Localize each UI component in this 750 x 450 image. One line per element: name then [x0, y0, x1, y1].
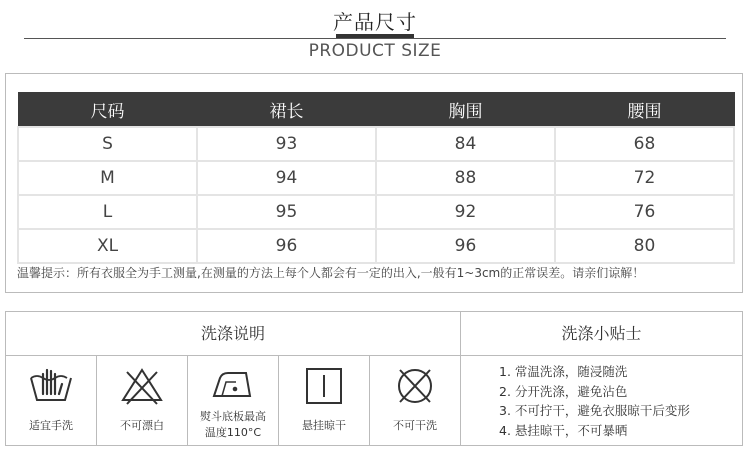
- table-cell: 68: [555, 127, 734, 161]
- table-cell: S: [18, 127, 197, 161]
- column-header-bust: 胸围: [376, 93, 555, 128]
- list-item: 3. 不可拧干，避免衣服晾干后变形: [499, 403, 690, 418]
- care-label: 熨斗底板最高: [200, 410, 266, 423]
- table-row: [18, 195, 734, 229]
- care-label: 适宜手洗: [29, 419, 73, 432]
- table-cell: 96: [376, 229, 555, 263]
- no-bleach-icon: [119, 364, 165, 408]
- washing-tips-list: [499, 362, 690, 440]
- list-item: 2. 分开洗涤，避免沾色: [499, 383, 628, 399]
- table-cell: XL: [18, 229, 197, 263]
- no-dry-clean-icon: [392, 364, 438, 408]
- column-header-waist: 腰围: [555, 93, 734, 128]
- size-table-header: [18, 93, 734, 128]
- column-header-length: 裙长: [197, 93, 376, 128]
- care-item-iron: [188, 356, 279, 445]
- table-cell: L: [18, 195, 197, 229]
- measurement-note: 温馨提示：所有衣服全为手工测量,在测量的方法上每个人都会有一定的出入,一般有1~3cm的正常误差。请亲们谅解！: [17, 266, 645, 280]
- care-label: 温度110°C: [204, 426, 262, 439]
- washing-panel: [5, 311, 743, 446]
- iron-icon: [210, 364, 256, 404]
- list-item: 4. 悬挂晾干，不可暴晒: [499, 422, 628, 438]
- care-item-no-dry-clean: [370, 356, 461, 445]
- table-cell: M: [18, 161, 197, 195]
- table-row: [18, 161, 734, 195]
- care-icons-row: [6, 356, 461, 445]
- hand-wash-icon: [28, 364, 74, 408]
- care-item-hang-dry: [279, 356, 370, 445]
- care-label: 不可干洗: [393, 419, 437, 432]
- size-chart-panel: [5, 73, 743, 293]
- table-cell: 94: [197, 161, 376, 195]
- table-cell: 93: [197, 127, 376, 161]
- table-cell: 76: [555, 195, 734, 229]
- table-cell: 92: [376, 195, 555, 229]
- care-label: 不可漂白: [120, 419, 164, 432]
- list-item: 1. 常温洗涤，随浸随洗: [499, 364, 628, 379]
- table-cell: 88: [376, 161, 555, 195]
- care-item-hand-wash: [6, 356, 97, 445]
- washing-tips-header: 洗涤小贴士: [461, 312, 742, 356]
- table-cell: 72: [555, 161, 734, 195]
- washing-instructions-header: 洗涤说明: [6, 312, 461, 356]
- table-cell: 95: [197, 195, 376, 229]
- table-cell: 84: [376, 127, 555, 161]
- page-subtitle: PRODUCT SIZE: [308, 41, 442, 61]
- title-divider: [24, 38, 726, 39]
- table-row: [18, 127, 734, 161]
- column-header-size: 尺码: [18, 93, 197, 128]
- table-row: [18, 229, 734, 263]
- page-title: 产品尺寸: [333, 10, 417, 34]
- table-cell: 96: [197, 229, 376, 263]
- care-item-no-bleach: [97, 356, 188, 445]
- table-cell: 80: [555, 229, 734, 263]
- size-table: [17, 92, 735, 264]
- hang-dry-icon: [301, 364, 347, 408]
- care-label: 悬挂晾干: [302, 419, 346, 432]
